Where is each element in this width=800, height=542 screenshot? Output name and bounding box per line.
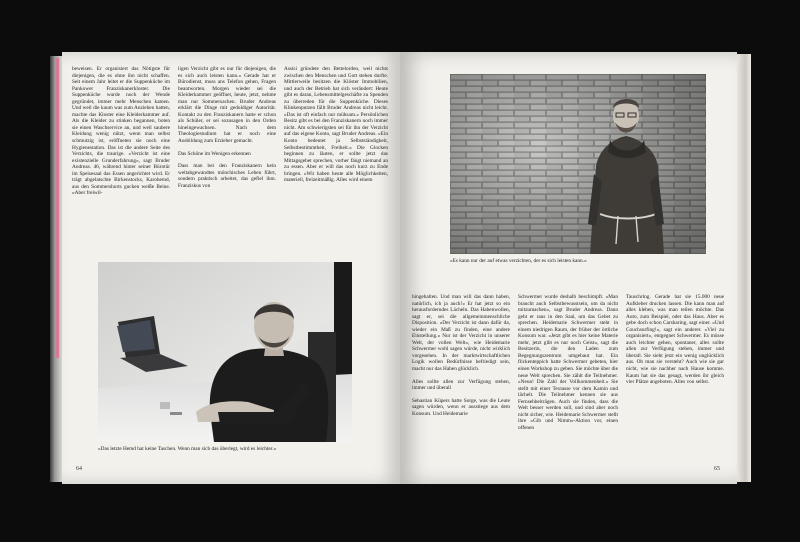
left-photo-caption: »Das letzte Hemd hat keine Taschen. Wenn man sich das überlegt, wird es leichter.« — [98, 446, 277, 452]
left-text-column-1 — [72, 66, 170, 197]
right-col1-text-after: Sebastian Küpers hatte Sorge, was die Leute sagen würden, wenn er ausstiege aus dem Konsum. Und Heidemarie — [412, 397, 510, 417]
left-text-column-3 — [284, 66, 388, 184]
photo-monk-brick-wall — [450, 74, 706, 254]
right-photo-caption: »Es kann nur der auf etwas verzichten, der es sich leisten kann.« — [450, 258, 587, 264]
right-col1-subhead: Alles sollte allen zur Verfügung stehen, immer und überall — [412, 378, 510, 392]
left-col3-text: Assisi gründete den Bettelorden, weil nichts zwischen den Menschen und Gott stehen durfte. Mittlerweile besitzen die Klöster Immobilien, und auch der Betrieb hat sich verändert: Heute gibt es daran, Lebensmittelgeschäfte zu Spenden zu überreden für die Suppenküche. Dieses Klinkenputzen fällt Bruder Andreas nicht leicht. »Das ist oft einfach nur mühsam.« Persönlichen Besitz gibt es bei den Franziskanern noch immer nicht. Am schwierigsten sei für ihn der Verzicht auf das eigene Konto, sagt Bruder Andreas. »Ein Konto bedeutet ja Selbstständigkeit, Selbstbestimmtheit, Freiheit.« Die Glocken beginnen zu läuten, er sollte jetzt das Mittagsgebet sprechen, vorher fängt niemand an zu essen. Aber er will das noch kurz zu Ende bringen. »Wir haben heute alle Möglichkeiten, materiell, freizeitmäßig. Alles wird einem — [284, 66, 388, 184]
left-col2-subhead: Das Schöne im Wenigen erkennen — [178, 150, 251, 157]
left-page — [62, 52, 400, 484]
left-col2-text: ligen Verzicht gibt es nur für diejenigen, die es sich auch leisten kann.« Gerade hat er Bürodienst, muss ans Telefon gehen, Fragen beantworten. Morgen wieder sei die Kleiderkammer geöffnet, heute, jetzt, nehme man nur Sommersachen. Bruder Andreas erklärt die Dinge mit geduldiger Autorität. Kontakt zu den Franziskanern hatte er schon als Schüler, er sei sozusagen in den Orden hineingewachsen. Nach dem Theologiestudium hat er noch eine Ausbildung zum Erzieher gemacht. — [178, 66, 276, 145]
left-col1-text: beweisen. Er organisiert das Nötigste für diejenigen, die es ohne ihn nicht schaffen. Seit einem Jahr leitet er die Suppenküche im Pankower Franziskanerkloster. Die Suppenküche wurde noch der Wende gegründet, immer mehr Menschen kamen. Und weil die kaum was zum Anziehen hatten, machte das Kloster eine Kleiderkammer auf. Als die Kleider zu stinken begannen, boten sie einen Waschservice an, und weil saubere Kleidung wenig nützt, wenn man selbst schmutzig ist, eröffneten sie noch eine Hygienestation. Das ist die andere Seite des Verzichts, die traurige. »Verzicht ist eine existenzielle Grunderfahrung«, sagt Bruder Andreas. 46, während hinter seiner Bürotür im Speisesaal das Essen angerichtet wird. Er trägt abgelatschte Birkenstocks, Karohemd, aus den Sommershorts gucken weiße Beine. »Aber freiwil- — [72, 66, 170, 197]
right-col1-text: hingehalten. Und man will das dann haben, natürlich, ich ja auch!« Er hat jetzt so ein herausforderndes Lächeln. Das Habenwollen, sagt er, sei die allgemeinmenschliche Disposition. »Der Verzicht ist dann dafür da, wieder ein Maß zu finden, eine andere Einstellung.« Nur ist der Verzicht in unserer Welt, der vollen Welt«, wie Heidemarie Schwermer wohl sagen würde, nicht wirklich vorgesehen. In der marktwirtschaftlichen Logik wollen Bedürfnisse befriedigt sein, macht nur das Haben glücklich. — [412, 294, 510, 373]
right-col3-text: Tauschring. Gerade hat sie 15.000 neue Aufkleber drucken lassen. Die kann man auf alles kleben, was man teilen möchte. Das Auto, zum Beispiel, oder das Haus. Aber es gebe doch schon Carsharing, sagt einer. »Und Couchsurfing!«, sagt ein anderer. »Viel zu organisiert«, entgegnet Schwermer. Es müsse auch leichter gehen, spontaner, alles sollte allen zur Verfügung stehen, immer und überall. Sie sieht jetzt ein wenig unglücklich aus. Ob man sie versteht? Auch wie sie gar nicht, wie sie nachher nach Hause komme. Kaum hat sie das gesagt, werden ihr gleich vier Plätze angeboten. Alles von selbst. — [626, 294, 724, 386]
page-edge-accent — [56, 58, 59, 358]
left-text-column-2 — [178, 66, 276, 189]
right-text-column-1 — [412, 294, 510, 417]
book-edge-right — [737, 54, 751, 482]
right-text-column-2 — [518, 294, 618, 431]
photo-monk-illustration — [450, 74, 706, 254]
photo-man-laptop-illustration — [98, 262, 352, 442]
photo-man-laptop — [98, 262, 352, 442]
left-page-number: 64 — [76, 466, 82, 472]
right-col2-text: Schwermer wurde deshalb beschimpft. »Man braucht auch Selbstbewusstsein, um da nicht mitzumachen«, sagt Bruder Andreas. Dann geht er raus in den Saal, um das Gebet zu sprechen. Heidemarie Schwermer steht in einem niedrigen Raum, der früher der örtliche Konsum war. »Jetzt gibt es hier keine Materie mehr, jetzt gibt es nur noch Geist«, sagt die Besitzerin, die den Laden zum Begegnungszentrum umgebaut hat. Ein flickenteppich hatte Schwermer gebeten, hier einen Workshop zu geben. Sie möchte über die neue Welt sprechen. Sie zählt die Teilnehmer. »Neun! Die Zahl der Vollkommenheit.« Sie stellt mit einer Textasse vor dem Kamin und lächelt. Die Teilnehmer kennen sie aus Fernsehbeiträgen. Auch sie finden, dass die Welt besser werden soll, und sind aber noch nicht sicher, wie. Heidemarie Schwermer stellt ihre »Gib und Nimm«-Aktion vor, einen offenen — [518, 294, 618, 431]
left-col2-text-after: Dass man bei den Franziskanern kein weltabgewandtes mönchisches Leben führt, sondern praktisch arbeitet, das gefiel ihm. Franziskus von — [178, 163, 276, 189]
right-text-column-3 — [626, 294, 724, 386]
right-page-number: 65 — [714, 466, 720, 472]
right-page — [400, 52, 737, 484]
